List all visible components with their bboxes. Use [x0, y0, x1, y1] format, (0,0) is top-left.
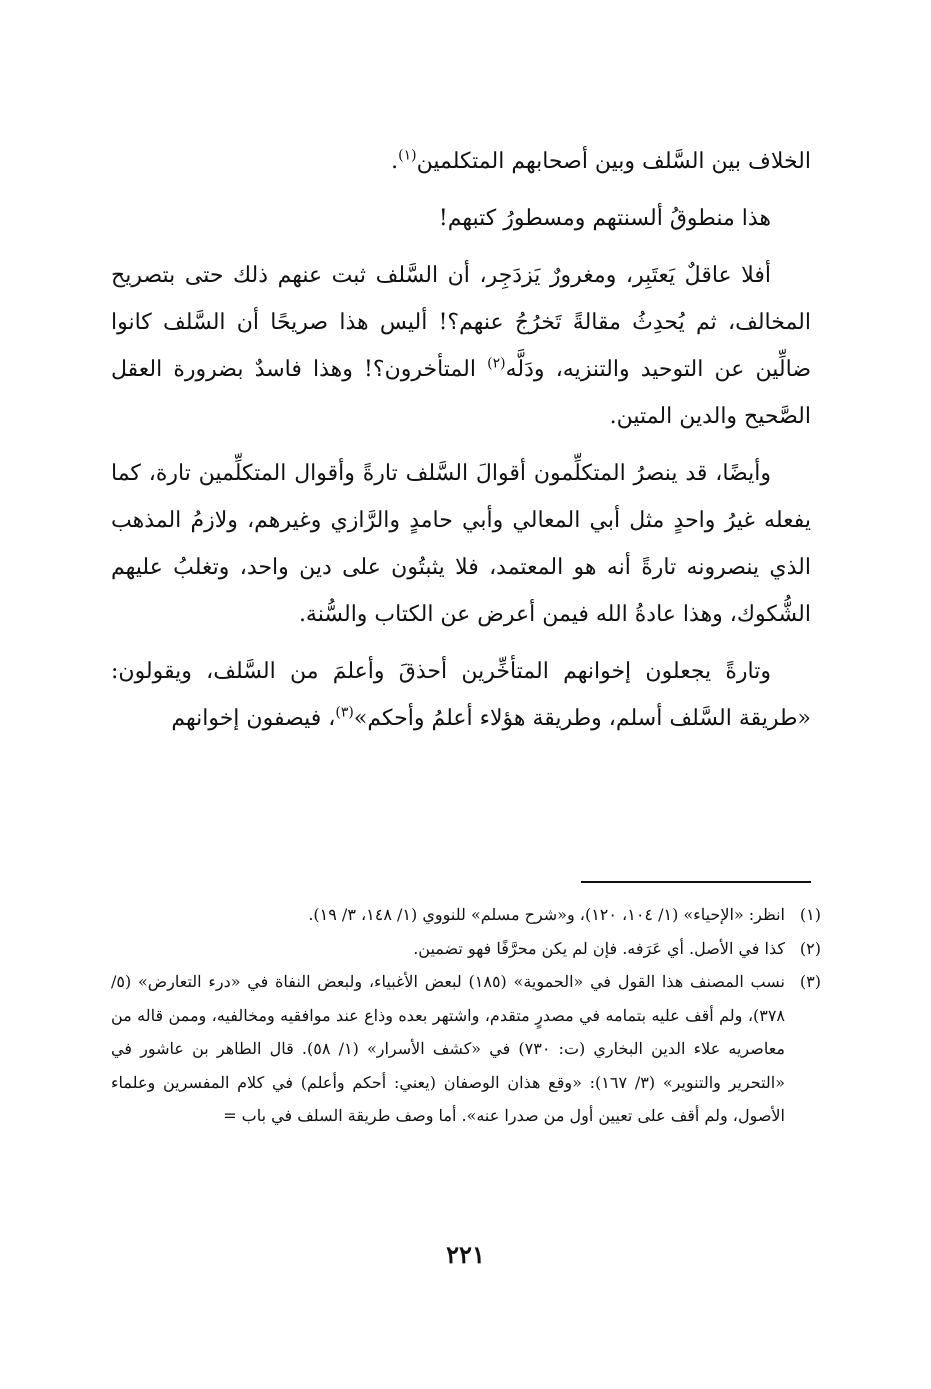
- footnotes: [111, 898, 821, 1133]
- footnote-ref-2[interactable]: (٢): [487, 355, 506, 372]
- footnote-number: (٣): [799, 972, 821, 991]
- footnote-text: انظر: «الإحياء» (١/ ١٠٤، ١٢٠)، و«شرح مسلم» للنووي (١/ ١٤٨، ٣/ ١٩).: [308, 905, 785, 924]
- main-text: [111, 138, 811, 752]
- paragraph-3: أفلا عاقلٌ يَعتَبِر، ومغرورٌ يَزدَجِر، أن السَّلف ثبت عنهم ذلك حتى بتصريح المخالف، ثم يُحدِثُ مقالةً تَخرُجُ عنهم؟! أليس هذا صريحًا أن السَّلف كانوا ضالِّين عن التوحيد والتنزيه، ودَلَّه$^{(٢)}$ المتأخرون؟! وهذا فاسدٌ بضرورة العقل الصَّحيح والدين المتين.: [111, 263, 811, 429]
- footnote-ref-3[interactable]: (٣): [335, 704, 354, 721]
- paragraph-1: الخلاف بين السَّلف وبين أصحابهم المتكلمين$^{(١)}$.: [391, 147, 811, 174]
- footnote-2: [111, 932, 821, 966]
- footnote-number: (٢): [799, 938, 821, 958]
- page-number: ٢٢١: [446, 1240, 485, 1269]
- paragraph-2: هذا منطوقُ ألسنتهم ومسطورُ كتبهم!: [438, 206, 771, 231]
- footnote-text: كذا في الأصل. أي عَرَفه. فإن لم يكن محرَّفًا فهو تضمين.: [413, 938, 785, 958]
- footnote-ref-1[interactable]: (١): [398, 147, 417, 164]
- paragraph-5: وتارةً يجعلون إخوانهم المتأخِّرين أحذقَ وأعلمَ من السَّلف، ويقولون: «طريقة السَّلف أسلم، وطريقة هؤلاء أعلمُ وأحكم»$^{(٣)}$، فيصفون إخوانهم: [111, 659, 811, 731]
- footnote-separator: [581, 881, 811, 883]
- footnote-number: (١): [799, 905, 821, 924]
- footnote-3: [111, 965, 821, 1133]
- footnote-text: نسب المصنف هذا القول في «الحموية» (١٨٥) لبعض الأغبياء، ولبعض النفاة في «درء التعارض» (٥/ ٣٧٨)، ولم أقف عليه بتمامه في مصدرٍ متقدم، واشتهر بعده وذاع عند موافقيه ومخالفيه، وممن قاله من معاصريه علاء الدين البخاري (ت: ٧٣٠) في «كشف الأسرار» (١/ ٥٨). قال الطاهر بن عاشور في «التحرير والتنوير» (٣/ ١٦٧): «وقع هذان الوصفان (يعني: أحكم وأعلم) في كلام المفسرين وعلماء الأصول، ولم أقف على تعيين أول من صدرا عنه». أما وصف طريقة السلف في باب =: [111, 972, 786, 1125]
- footnote-1: [111, 898, 821, 932]
- paragraph-4: وأيضًا، قد ينصرُ المتكلِّمون أقوالَ السَّلف تارةً وأقوال المتكلِّمين تارة، كما يفعله غيرُ واحدٍ مثل أبي المعالي وأبي حامدٍ والرَّازي وغيرهم، ولازمُ المذهب الذي ينصرونه تارةً أنه هو المعتمد، فلا يثبتُون على دين واحد، وتغلبُ عليهم الشُّكوك، وهذا عادةُ الله فيمن أعرض عن الكتاب والسُّنة.: [111, 461, 811, 627]
